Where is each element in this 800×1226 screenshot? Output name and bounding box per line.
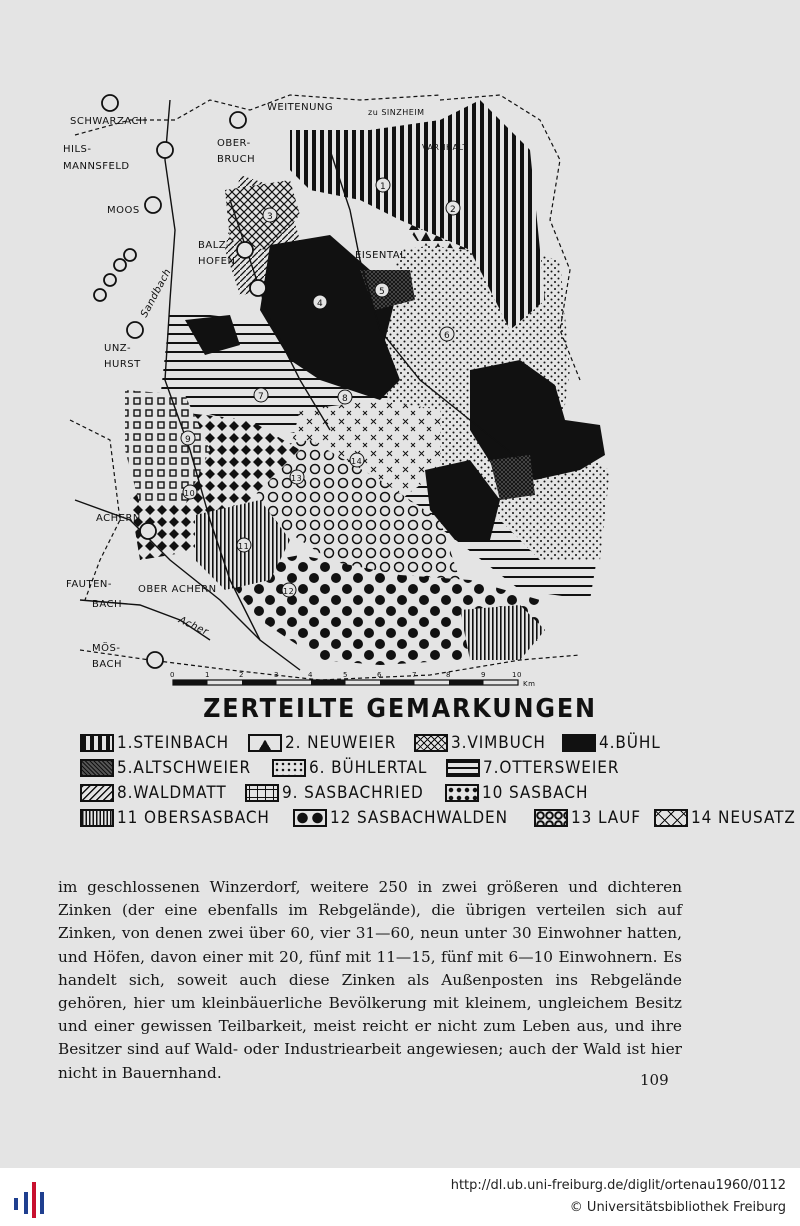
legend-label: 10 SASBACH [482, 782, 589, 803]
place-label: WEITENUNG [267, 102, 334, 113]
legend-item [80, 783, 239, 803]
legend-label: 13 LAUF [570, 807, 641, 828]
copyright-notice: © Universitätsbibliothek Freiburg [569, 1200, 786, 1215]
legend-label: 2. NEUWEIER [284, 732, 396, 753]
svg-text:6: 6 [444, 331, 451, 341]
svg-text:7: 7 [412, 671, 417, 679]
svg-text:13: 13 [291, 474, 303, 483]
map-legend [80, 730, 797, 830]
legend-label: 14 NEUSATZ [691, 807, 797, 828]
body-paragraph: im geschlossenen Winzerdorf, weitere 250 in zwei größeren und dichteren Zinken (der eine ebenfalls im Rebgelände), die übrigen verteilen sich auf Zinken, von denen zwei über 60, vier 31—60, neun unter 30 Einwohner hatten, und Höfen, davon einer mit 20, fünf mit 11—15, fünf mit 6—10 Einwohnern. Es handelt sich, soweit auch diese Zinken als Außenposten ins Rebgelände gehören, hier um kleinbäuerliche Bevölkerung mit kleinem, ungleichem Besitz und einer gewissen Teilbarkeit, meist reicht er nicht zum Leben aus, und ihre Besitzer sind auf Wald- oder Industriearbeit angewiesen; auch der Wald ist hier nicht in Bauernhand. [58, 878, 682, 1082]
legend-label: 7.OTTERSWEIER [483, 757, 620, 778]
scale-bar [170, 671, 535, 688]
place-label: BACH [92, 659, 123, 670]
legend-row [80, 730, 680, 755]
river-label: Acher [176, 614, 210, 639]
legend-label: 4.BÜHL [599, 732, 662, 753]
svg-text:8: 8 [446, 671, 451, 679]
footer-bar [0, 1168, 800, 1226]
legend-swatch-sasbach [445, 784, 479, 802]
legend-item [245, 783, 439, 803]
place-label: HILS- [63, 144, 92, 155]
svg-text:1: 1 [380, 182, 387, 192]
library-logo-icon [14, 1178, 50, 1218]
svg-text:10: 10 [184, 489, 196, 498]
svg-text:5: 5 [343, 671, 348, 679]
legend-item [414, 733, 556, 753]
legend-swatch-waldmatt [80, 784, 114, 802]
legend-item [248, 733, 409, 753]
svg-text:9: 9 [481, 671, 486, 679]
legend-swatch-altschweier [80, 759, 114, 777]
legend-item [80, 758, 266, 778]
legend-row [80, 780, 680, 805]
legend-item [293, 808, 528, 828]
legend-swatch-steinbach [80, 734, 114, 752]
legend-label: 5.ALTSCHWEIER [117, 757, 252, 778]
place-label: VARNHALT [422, 143, 468, 152]
svg-text:0: 0 [170, 671, 175, 679]
svg-text:5: 5 [379, 287, 386, 297]
legend-swatch-lauf [534, 809, 568, 827]
svg-text:4: 4 [317, 299, 324, 309]
svg-text:10: 10 [512, 671, 522, 679]
legend-swatch-ottersweier [446, 759, 480, 777]
place-label: EISENTAL [355, 250, 407, 261]
svg-text:11: 11 [238, 542, 250, 551]
svg-text:4: 4 [308, 671, 313, 679]
svg-text:6: 6 [377, 671, 382, 679]
svg-text:12: 12 [283, 587, 295, 596]
legend-item [80, 808, 287, 828]
legend-swatch-buehl [562, 734, 596, 752]
svg-text:14: 14 [351, 457, 363, 466]
svg-text:3: 3 [274, 671, 279, 679]
legend-label: 6. BÜHLERTAL [308, 757, 428, 778]
source-url-link[interactable]: http://dl.ub.uni-freiburg.de/diglit/ortenau1960/0112 [450, 1178, 786, 1193]
legend-row [80, 805, 797, 830]
place-label: MOOS [107, 205, 140, 216]
legend-row [80, 755, 680, 780]
svg-text:8: 8 [342, 394, 349, 404]
place-label: BALZ- [198, 240, 231, 251]
legend-item [654, 808, 800, 828]
place-label: OBER ACHERN [138, 584, 217, 595]
legend-swatch-obersasbach [80, 809, 114, 827]
area-buehl-east [470, 360, 605, 480]
legend-label: 8.WALDMATT [117, 782, 227, 803]
legend-item [446, 758, 635, 778]
place-label: MANNSFELD [63, 161, 130, 172]
place-label: zu SINZHEIM [368, 108, 425, 117]
river-label: Sandbach [138, 267, 174, 320]
svg-text:Km: Km [523, 680, 536, 688]
legend-swatch-sasbachwalden [293, 809, 327, 827]
legend-item [562, 733, 668, 753]
place-label: BACH [92, 599, 123, 610]
legend-label: 1.STEINBACH [117, 732, 230, 753]
legend-item [534, 808, 649, 828]
legend-label: 12 SASBACHWALDEN [329, 807, 508, 828]
legend-item [445, 783, 600, 803]
legend-swatch-buehlertal [272, 759, 306, 777]
svg-text:3: 3 [267, 212, 274, 222]
page-number: 109 [640, 1071, 669, 1089]
legend-swatch-neusatz [654, 809, 688, 827]
svg-text:2: 2 [239, 671, 244, 679]
legend-swatch-sasbachried [245, 784, 279, 802]
place-label: ACHERN [96, 513, 141, 524]
place-label: UNZ- [104, 343, 132, 354]
place-label: MÖS- [92, 643, 121, 654]
legend-swatch-vimbuch [414, 734, 448, 752]
legend-item [272, 758, 440, 778]
place-label: FAUTEN- [66, 579, 113, 590]
svg-text:7: 7 [258, 392, 265, 402]
svg-text:9: 9 [185, 435, 192, 445]
place-label: HOFEN [198, 256, 236, 267]
legend-item [80, 733, 242, 753]
legend-label: 9. SASBACHRIED [281, 782, 424, 803]
svg-text:1: 1 [205, 671, 210, 679]
place-label: BRUCH [217, 154, 256, 165]
svg-text:2: 2 [450, 205, 457, 215]
legend-label: 3.VIMBUCH [451, 732, 546, 753]
legend-swatch-neuweier [248, 734, 282, 752]
map-title: ZERTEILTE GEMARKUNGEN [203, 694, 597, 724]
place-label: HURST [104, 359, 141, 370]
place-label: OBER- [217, 138, 251, 149]
legend-label: 11 OBERSASBACH [117, 807, 270, 828]
place-label: SCHWARZACH [70, 116, 147, 127]
